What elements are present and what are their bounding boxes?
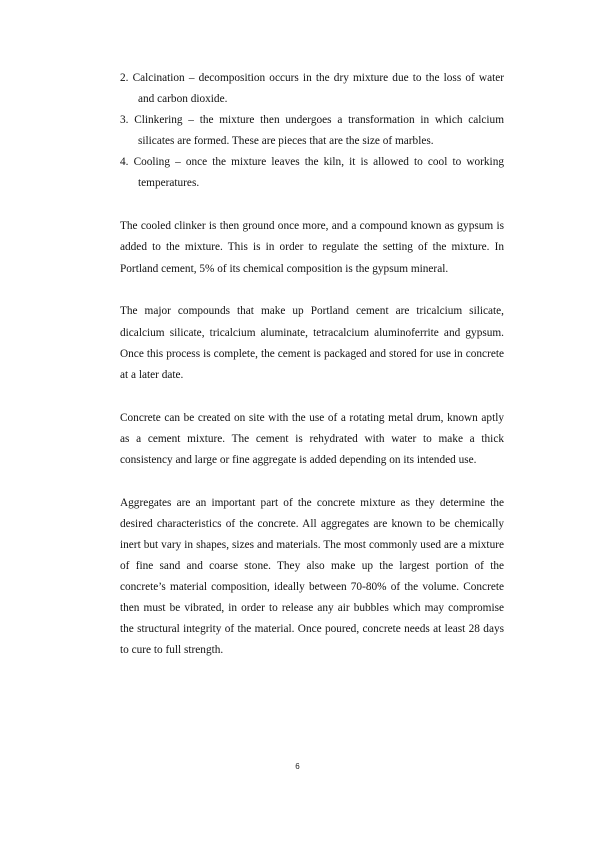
page-number: 6 bbox=[295, 762, 300, 771]
paragraph-mixing: Concrete can be created on site with the use of a rotating metal drum, known aptly as a cement mixture. The cement is rehydrated with water to make a thick consistency and large or fine aggregate is added depending on its intended use. bbox=[120, 411, 504, 466]
list-item-calcination: 2. Calcination – decomposition occurs in the dry mixture due to the loss of water and carbon dioxide. bbox=[120, 72, 504, 106]
list-item-cooling: 4. Cooling – once the mixture leaves the kiln, it is allowed to cool to working temperatures. bbox=[120, 156, 504, 190]
page-body bbox=[120, 68, 504, 661]
list-item-clinkering: 3. Clinkering – the mixture then undergoes a transformation in which calcium silicates are formed. These are pieces that are the size of marbles. bbox=[120, 114, 504, 148]
paragraph-gypsum: The cooled clinker is then ground once more, and a compound known as gypsum is added to the mixture. This is in order to regulate the setting of the mixture. In Portland cement, 5% of its chemical composition is the gypsum mineral. bbox=[120, 220, 504, 275]
paragraph-compounds: The major compounds that make up Portland cement are tricalcium silicate, dicalcium silicate, tricalcium aluminate, tetracalcium aluminoferrite and gypsum. Once this process is complete, the cement is packaged and stored for use in concrete at a later date. bbox=[120, 305, 504, 381]
process-step-list bbox=[120, 68, 504, 195]
paragraph-aggregates: Aggregates are an important part of the concrete mixture as they determine the desired characteristics of the concrete. All aggregates are known to be chemically inert but vary in shapes, sizes and materials. The most commonly used are a mixture of fine sand and coarse stone. They also make up the largest portion of the concrete’s material composition, ideally between 70-80% of the volume. Concrete then must be vibrated, in order to release any air bubbles which may compromise the structural integrity of the material. Once poured, concrete needs at least 28 days to cure to full strength. bbox=[120, 496, 504, 657]
